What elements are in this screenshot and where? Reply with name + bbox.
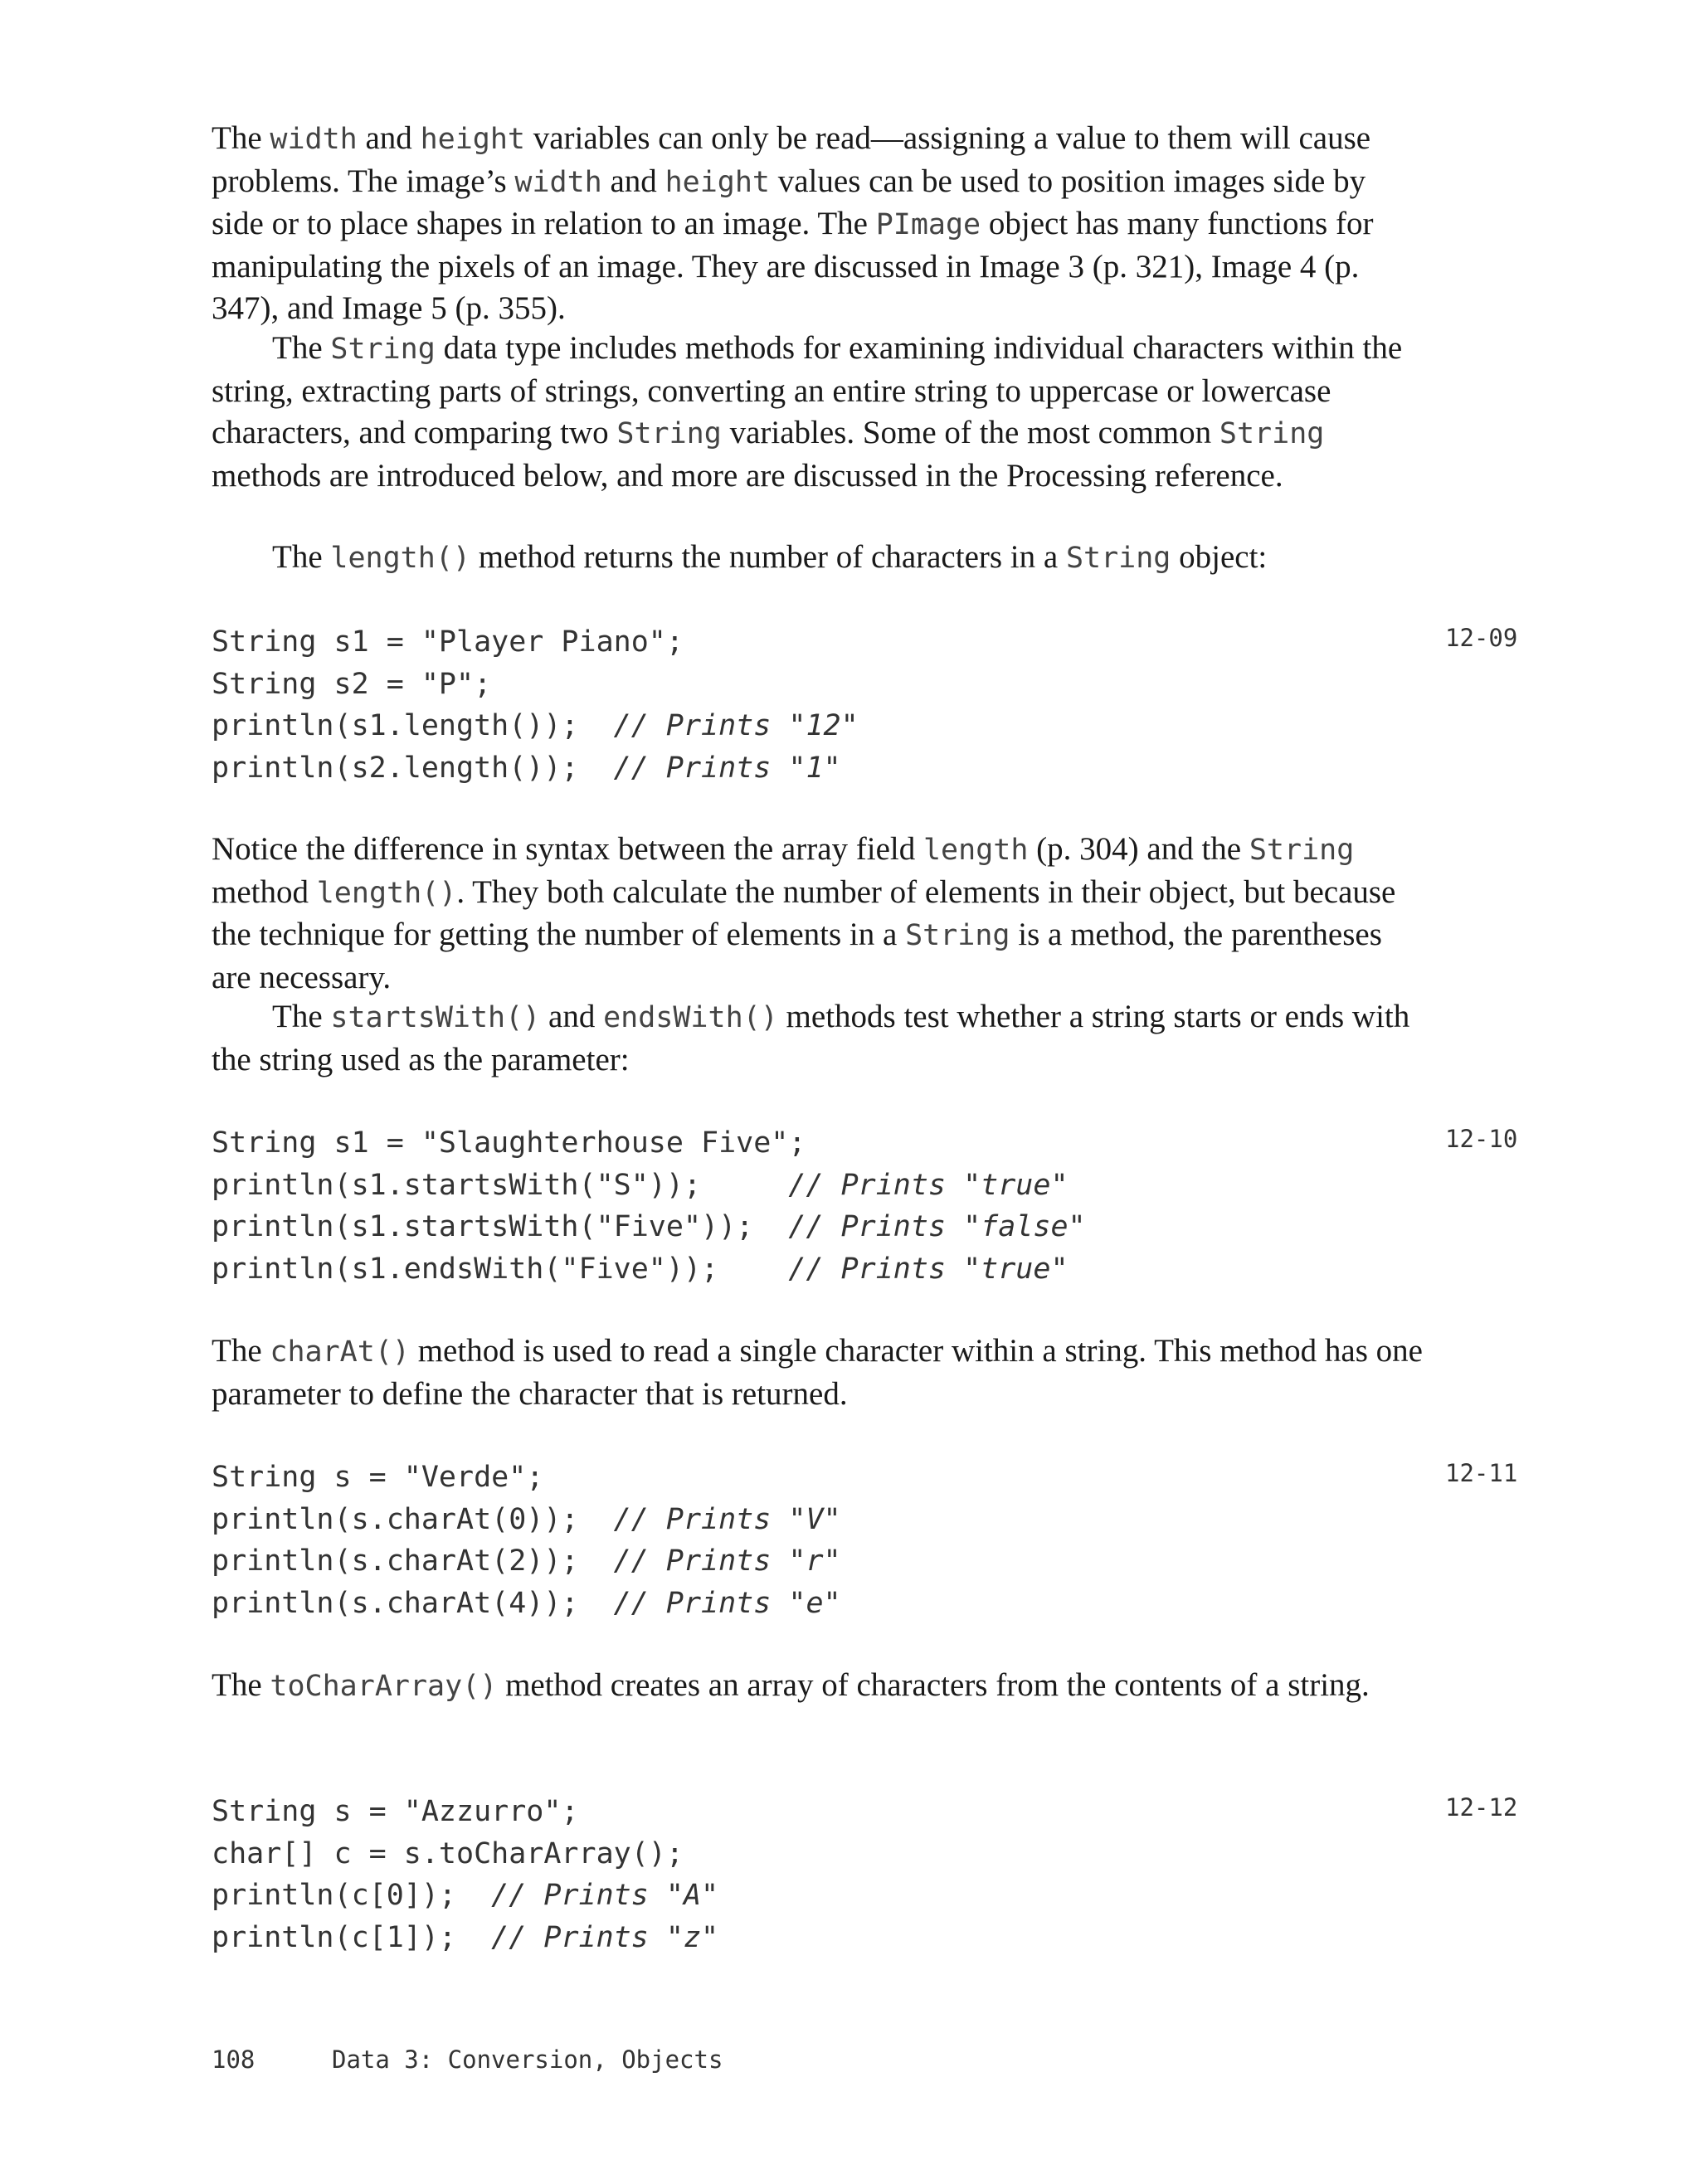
text-run: and [357,120,421,156]
code-statement: String s2 = "P"; [212,667,492,701]
example-number: 12-11 [1445,1459,1518,1487]
inline-code: String [616,417,722,450]
code-comment: // Prints "A" [491,1879,719,1912]
text-run: (p. 304) and the [1028,831,1249,867]
text-run: is a method, the parentheses are necessary. [212,917,1382,995]
code-line [212,747,859,790]
paragraph-tochararray-intro [212,1665,1423,1708]
code-line [212,1122,1086,1165]
text-run: data type includes methods for examining individual characters within the string, extracting parts of strings, converting an entire string to uppercase or lowercase characters, and comparing two [212,330,1403,450]
inline-code: String [1065,542,1171,575]
code-statement: println(s1.length()); [212,709,614,742]
text-run: methods are introduced below, and more are discussed in the Processing reference. [212,457,1283,494]
code-line [212,1583,841,1625]
inline-code: length [923,834,1029,867]
code-line [212,1248,1086,1291]
inline-code: charAt() [270,1335,410,1369]
inline-code: toCharArray() [270,1670,498,1703]
code-line [212,1457,841,1499]
text-run: and [601,163,665,199]
inline-code: height [665,165,770,199]
code-line [212,664,859,706]
code-comment: // Prints "V" [613,1502,841,1536]
code-comment: // Prints "e" [613,1586,841,1620]
code-line [212,1791,718,1833]
code-example-12-12 [212,1791,718,1958]
paragraph-length-intro [212,537,1423,580]
code-line [212,1917,718,1959]
page-number: 108 [212,2045,256,2074]
text-run: The [212,1667,270,1703]
paragraph-image-dimensions [212,118,1423,330]
running-chapter-title: Data 3: Conversion, Objects [332,2045,723,2074]
code-statement: println(s1.endsWith("Five")); [212,1252,789,1286]
inline-code: width [270,123,358,156]
code-line [212,1875,718,1917]
inline-code: String [1249,834,1355,867]
example-number: 12-09 [1445,624,1518,652]
text-run: methods test whether a string starts or ends with the string used as the parameter: [212,999,1410,1077]
text-run: values can be used to position images side by side or to place shapes in relation to an image. The [212,163,1366,241]
code-statement: println(s1.startsWith("Five")); [212,1210,789,1243]
code-comment: // Prints "true" [788,1252,1069,1286]
code-statement: String s = "Azzurro"; [212,1795,579,1828]
text-run: The [212,120,270,156]
paragraph-charat-intro [212,1330,1423,1415]
inline-code: String [1219,417,1325,450]
code-statement: println(s.charAt(0)); [212,1502,614,1536]
inline-code: String [905,919,1010,952]
text-run: method [212,873,317,910]
code-line [212,705,859,747]
code-line [212,621,859,664]
inline-code: length() [316,876,457,910]
inline-code: endsWith() [603,1001,778,1034]
example-number: 12-10 [1445,1125,1518,1153]
code-statement: println(s1.startsWith("S")); [212,1168,789,1202]
code-example-12-10 [212,1122,1086,1290]
text-run: method is used to read a single character within a string. This method has one parameter to define the character that is returned. [212,1333,1423,1412]
paragraph-length-syntax [212,829,1423,999]
code-example-12-09 [212,621,859,789]
text-run: object has many functions for manipulating the pixels of an image. They are discussed in Image 3 (p. 321), Image 4 (p. 347), and Image 5 (p. 355). [212,206,1374,326]
code-statement: println(s.charAt(4)); [212,1586,614,1620]
paragraph-startswith-intro [212,996,1423,1081]
text-run: method returns the number of characters in a [470,539,1066,575]
code-statement: println(s2.length()); [212,751,614,785]
text-run: The [272,330,331,366]
text-run: The [272,539,331,575]
code-comment: // Prints "1" [613,751,841,785]
code-statement: println(c[1]); [212,1920,492,1954]
code-statement: String s1 = "Slaughterhouse Five"; [212,1126,806,1160]
code-statement: String s = "Verde"; [212,1461,544,1494]
code-comment: // Prints "z" [491,1920,719,1954]
code-comment: // Prints "true" [788,1168,1069,1202]
code-comment: // Prints "false" [788,1210,1086,1243]
text-run: object: [1171,539,1268,575]
text-run: The [272,999,331,1034]
text-run: method creates an array of characters from the contents of a string. [497,1667,1370,1703]
code-example-12-11 [212,1457,841,1624]
text-run: The [212,1333,270,1369]
code-line [212,1540,841,1583]
code-line [212,1833,718,1875]
code-comment: // Prints "r" [613,1544,841,1578]
inline-code: startsWith() [330,1001,541,1034]
code-comment: // Prints "12" [613,709,859,742]
inline-code: String [330,333,436,366]
text-run: and [540,999,604,1034]
code-statement: println(c[0]); [212,1879,492,1912]
inline-code: length() [330,542,470,575]
text-run: Notice the difference in syntax between the array field [212,831,923,867]
code-statement: String s1 = "Player Piano"; [212,625,684,659]
code-line [212,1165,1086,1207]
code-statement: println(s.charAt(2)); [212,1544,614,1578]
code-statement: char[] c = s.toCharArray(); [212,1836,684,1870]
example-number: 12-12 [1445,1793,1518,1822]
code-line [212,1499,841,1541]
paragraph-string-methods [212,328,1423,497]
page-footer [212,2045,723,2074]
code-line [212,1206,1086,1248]
text-run: variables can only be read—assigning a value to them will cause problems. The image’s [212,120,1371,199]
text-run: variables. Some of the most common [721,415,1219,450]
text-run: . They both calculate the number of elements in their object, but because the technique for getting the number of elements in a [212,873,1396,952]
inline-code: PImage [875,208,981,241]
inline-code: height [420,123,525,156]
inline-code: width [514,165,602,199]
